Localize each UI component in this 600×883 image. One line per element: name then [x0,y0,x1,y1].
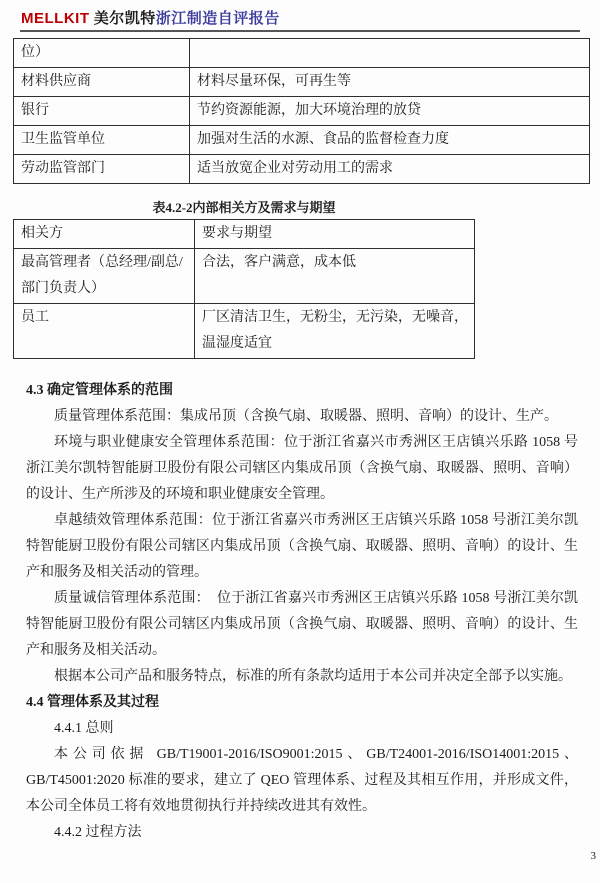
party-cell: 位） [14,39,190,68]
table-row [14,249,475,304]
table-row [14,68,590,97]
header-cell-need: 要求与期望 [195,220,475,249]
paragraph: 本公司依据 GB/T19001-2016/ISO9001:2015、GB/T24001-2016/ISO14001:2015、GB/T45001:2020 标准的要求，建立了 QEO 管理体系、过程及其相互作用，并形成文件，本公司全体员工将有效地贯彻执行并持续改进其有效性。 [26,747,578,814]
table-caption: 表4.2-2内部相关方及需求与期望 [152,200,336,215]
need-cell: 节约资源能源，加大环境治理的放贷 [190,97,590,126]
table-row [14,39,590,68]
internal-parties-table [13,219,475,359]
paragraph: 质量管理体系范围：集成吊顶（含换气扇、取暖器、照明、音响）的设计、生产。 [54,409,558,424]
header-cell-party: 相关方 [14,220,195,249]
paragraph: 卓越绩效管理体系范围：位于浙江省嘉兴市秀洲区王店镇兴乐路 1058 号浙江美尔凯特智能厨卫股份有限公司辖区内集成吊顶（含换气扇、取暖器、照明、音响）的设计、生产和服务及相关活动的管理。 [26,513,578,580]
party-cell: 材料供应商 [14,68,190,97]
need-cell: 加强对生活的水源、食品的监督检查力度 [190,126,590,155]
brand-logo-text: MELLKIT [21,10,90,27]
table-row [14,97,590,126]
need-cell [190,39,590,68]
paragraph: 环境与职业健康安全管理体系范围：位于浙江省嘉兴市秀洲区王店镇兴乐路 1058 号浙江美尔凯特智能厨卫股份有限公司辖区内集成吊顶（含换气扇、取暖器、照明、音响）的设计、生产所涉及的环境和职业健康安全管理。 [26,435,578,502]
party-cell: 劳动监管部门 [14,155,190,184]
table-row [14,304,475,359]
need-cell: 适当放宽企业对劳动用工的需求 [190,155,590,184]
page-number: 3 [590,850,596,862]
body-content [26,378,578,846]
external-parties-table [13,38,590,184]
report-title: 浙江制造自评报告 [155,11,280,27]
need-cell: 合法，客户满意，成本低 [195,249,475,304]
paragraph: 根据本公司产品和服务特点，标准的所有条款均适用于本公司并决定全部予以实施。 [54,669,572,684]
section-4-3-heading: 4.3 确定管理体系的范围 [26,383,173,398]
need-cell: 厂区清洁卫生，无粉尘，无污染，无噪音，温湿度适宜 [195,304,475,359]
table-header-row [14,220,475,249]
section-4-4-2-heading: 4.4.2 过程方法 [54,825,142,840]
party-cell: 员工 [14,304,195,359]
party-cell: 银行 [14,97,190,126]
section-4-4-1-heading: 4.4.1 总则 [54,721,114,736]
need-cell: 材料尽量环保，可再生等 [190,68,590,97]
page-header [21,7,580,28]
company-name: 美尔凯特 [89,11,156,27]
table-row [14,126,590,155]
section-4-4-heading: 4.4 管理体系及其过程 [26,695,159,710]
party-cell: 卫生监管单位 [14,126,190,155]
header-divider [20,30,580,32]
table-row [14,155,590,184]
paragraph: 质量诚信管理体系范围： 位于浙江省嘉兴市秀洲区王店镇兴乐路 1058 号浙江美尔凯特智能厨卫股份有限公司辖区内集成吊顶（含换气扇、取暖器、照明、音响）的设计、生产和服务及相关活动。 [26,591,578,658]
party-cell: 最高管理者（总经理/副总/部门负责人） [14,249,195,304]
